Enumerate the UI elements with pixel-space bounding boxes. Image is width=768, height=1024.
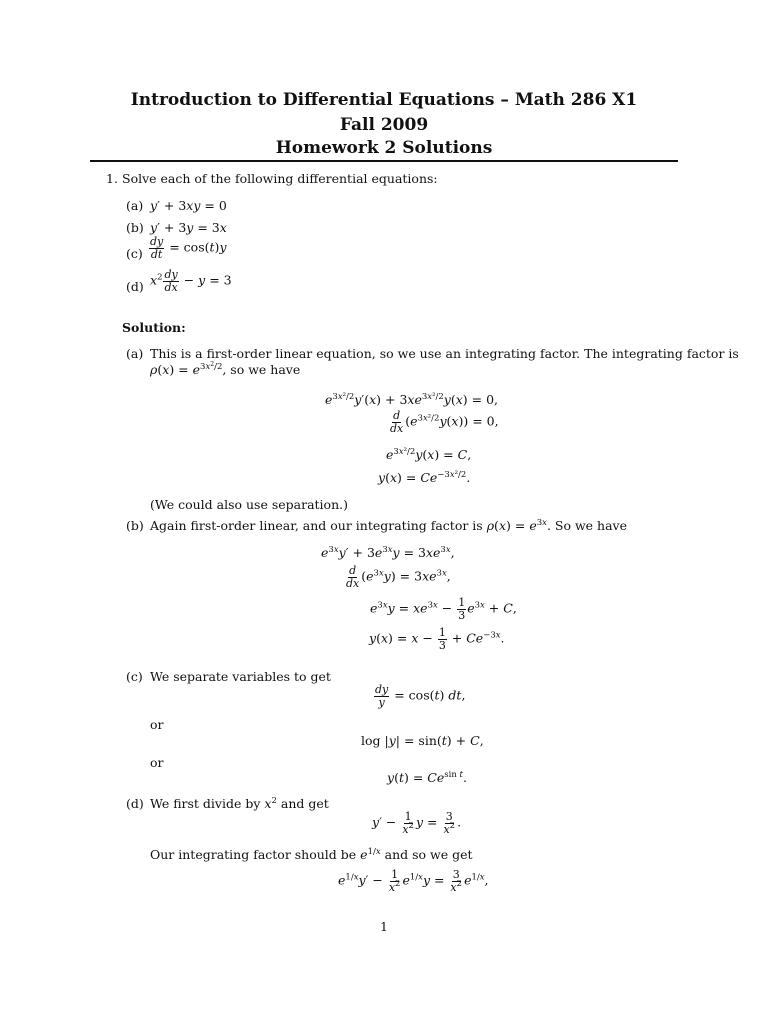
sol-b-eq-3: $e^{3x}y = xe^{3x}$ − $\frac{1}{3}$ $e^{3x} + C$, xyxy=(370,596,517,622)
sol-b-eq-1: $e^{3x}y' + 3e^{3x}y = 3xe^{3x}$, xyxy=(321,545,455,560)
page-number: 1 xyxy=(380,919,388,934)
sol-c-eq-2: log |y| = sin(t) + C, xyxy=(361,733,484,748)
part-c-label: (c) xyxy=(126,246,143,261)
part-c-equation: $\frac{dy}{dt}$ = cos(t)y xyxy=(150,235,227,261)
sol-a-eq-4: $y(x) = Ce^{-3x^2/2}$. xyxy=(378,470,471,485)
sol-a-text-2: $\rho(x) = e^{3x^2/2}$, so we have xyxy=(150,361,301,377)
part-a-equation: y′ + 3xy = 0 xyxy=(150,198,227,213)
part-b-label: (b) xyxy=(126,220,144,235)
sol-d-eq-1: y′ − $\frac{1}{x^2}$ y = $\frac{3}{x^2}$ . xyxy=(372,810,462,836)
sol-a-label: (a) xyxy=(126,346,144,361)
document-title: Introduction to Differential Equations – Math 286 X1 xyxy=(130,90,638,110)
sol-c-or-1: or xyxy=(150,717,164,732)
sol-c-eq-1: $\frac{dy}{y}$ = cos(t) dt, xyxy=(375,683,466,709)
problem-number: 1. xyxy=(106,171,118,186)
sol-a-text-1: This is a first-order linear equation, so we use an integrating factor. The integrating factor is xyxy=(150,346,739,361)
header-rule xyxy=(90,160,678,162)
part-a-label: (a) xyxy=(126,198,144,213)
sol-c-or-2: or xyxy=(150,755,164,770)
problem-statement: Solve each of the following differential equations: xyxy=(122,171,438,186)
document-term: Fall 2009 xyxy=(339,115,429,135)
solution-heading: Solution: xyxy=(122,320,186,335)
part-d-equation: $x^2$ $\frac{dy}{dx}$ − y = 3 xyxy=(150,268,232,294)
sol-b-eq-4: y(x) = x − $\frac{1}{3}$ + $Ce^{-3x}$. xyxy=(369,626,505,652)
sol-c-eq-3: $y(t) = Ce^{sin t}$. xyxy=(387,770,467,785)
sol-a-eq-2: $\frac{d}{dx}$ $(e^{3x^2/2}y(x)) = 0$, xyxy=(390,409,499,435)
document-subtitle: Homework 2 Solutions xyxy=(275,138,493,158)
sol-c-label: (c) xyxy=(126,669,143,684)
sol-d-text-1: We first divide by $x^2$ and get xyxy=(150,796,329,811)
sol-b-label: (b) xyxy=(126,518,144,533)
part-d-label: (d) xyxy=(126,279,144,294)
part-b-equation: y′ + 3y = 3x xyxy=(150,220,227,235)
sol-a-eq-3: $e^{3x^2/2}y(x) = C$, xyxy=(386,447,472,462)
sol-d-eq-2: $e^{1/x}y'$ − $\frac{1}{x^2}$ $e^{1/x}y$ = $\frac{3}{x^2}$ $e^{1/x}$, xyxy=(338,868,489,894)
sol-c-text-1: We separate variables to get xyxy=(150,669,331,684)
sol-d-label: (d) xyxy=(126,796,144,811)
sol-b-eq-2: $\frac{d}{dx}$ $(e^{3x}y) = 3xe^{3x}$, xyxy=(346,564,451,590)
sol-a-note: (We could also use separation.) xyxy=(150,497,348,512)
sol-a-eq-1: $e^{3x^2/2}y'(x) + 3xe^{3x^2/2}y(x) = 0$, xyxy=(324,392,498,407)
sol-b-text-1: Again first-order linear, and our integrating factor is $\rho(x) = e^{3x}$. So we have xyxy=(150,518,627,533)
sol-d-text-2: Our integrating factor should be $e^{1/x}$ and so we get xyxy=(150,847,473,862)
